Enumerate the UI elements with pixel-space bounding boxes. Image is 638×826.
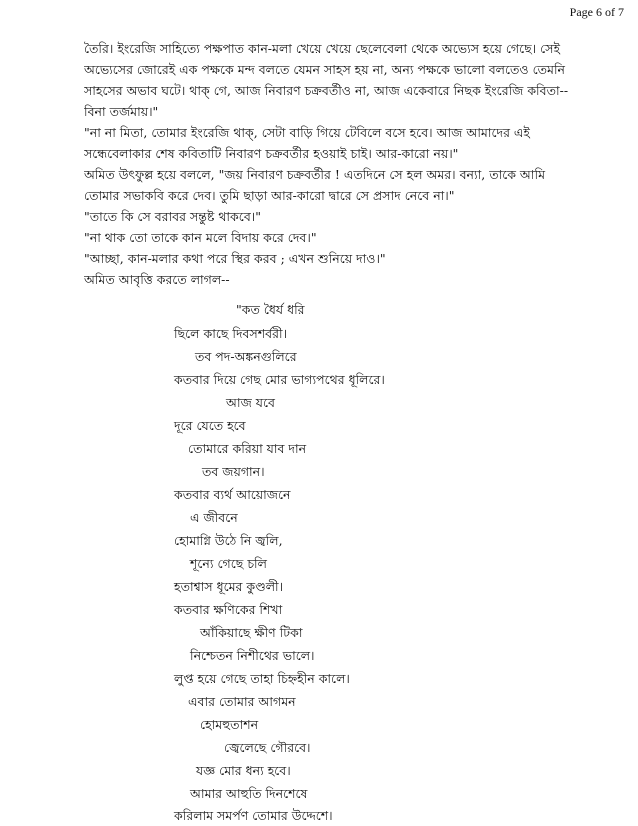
poem-line: তোমারে করিয়া যাব দান bbox=[188, 441, 307, 456]
prose-line: তৈরি। ইংরেজি সাহিত্যে পক্ষপাত কান-মলা খেয়ে খেয়ে ছেলেবেলা থেকে অভ্যেস হয়ে গেছে। সেই bbox=[84, 41, 560, 56]
poem-line: কতবার ক্ষণিকের শিখা bbox=[174, 602, 283, 617]
poem-line: কতবার দিয়ে গেছ মোর ভাগ্যপথের ধূলিরে। bbox=[174, 372, 385, 387]
poem-line: দূরে যেতে হবে bbox=[174, 418, 246, 433]
prose-line: অমিত আবৃত্তি করতে লাগল-- bbox=[84, 272, 230, 287]
page-number: Page 6 of 7 bbox=[569, 5, 624, 19]
prose-line: সন্ধেবেলাকার শেষ কবিতাটি নিবারণ চক্রবর্তীর হওয়াই চাই। আর-কারো নয়।" bbox=[84, 146, 459, 161]
prose-line: বিনা তর্জমায়।" bbox=[84, 104, 159, 119]
poem-line: জ্বেলেছে গৌরবে। bbox=[224, 740, 311, 755]
poem-line: লুপ্ত হয়ে গেছে তাহা চিহ্নহীন কালে। bbox=[174, 671, 350, 686]
prose-line: অমিত উৎফুল্ল হয়ে বললে, "জয় নিবারণ চক্রবর্তীর ! এতদিনে সে হল অমর। বন্যা, তাকে আমি bbox=[84, 167, 546, 182]
poem-line: নিশ্চেতন নিশীথের ভালে। bbox=[190, 648, 315, 663]
poem-line: হতাশ্বাস ধূমের কুণ্ডলী। bbox=[174, 579, 284, 594]
poem-line: আজ যবে bbox=[226, 395, 275, 410]
poem-line: এ জীবনে bbox=[190, 510, 238, 525]
poem-line: শূন্যে গেছে চলি bbox=[190, 556, 267, 571]
poem-line: তব পদ-অঙ্কনগুলিরে bbox=[195, 349, 297, 364]
prose-line: "তাতে কি সে বরাবর সন্তুষ্ট থাকবে।" bbox=[84, 209, 261, 224]
poem-line: ছিলে কাছে দিবসশর্বরী। bbox=[174, 326, 288, 341]
poem-line: হোমহুতাশন bbox=[200, 717, 259, 732]
poem-line: তব জয়গান। bbox=[202, 464, 265, 479]
poem-line: আঁকিয়াছে ক্ষীণ টিকা bbox=[200, 625, 303, 640]
poem-line: হোমাগ্নি উঠে নি জ্বলি, bbox=[174, 533, 283, 548]
prose-line: সাহসের অভাব ঘটে। থাক্‌ গে, আজ নিবারণ চক্রবর্তীও না, আজ একেবারে নিছক ইংরেজি কবিতা-- bbox=[84, 83, 569, 98]
prose-line: "আচ্ছা, কান-মলার কথা পরে স্থির করব ; এখন শুনিয়ে দাও।" bbox=[84, 251, 386, 266]
prose-line: অভ্যেসের জোরেই এক পক্ষকে মন্দ বলতে যেমন সাহস হয় না, অন্য পক্ষকে ভালো বলতেও তেমনি bbox=[84, 62, 565, 77]
poem-line: এবার তোমার আগমন bbox=[188, 694, 296, 709]
poem-line: করিলাম সমর্পণ তোমার উদ্দেশে। bbox=[174, 808, 333, 823]
poem-line: কতবার ব্যর্থ আয়োজনে bbox=[174, 487, 291, 502]
prose-line: "না থাক তো তাকে কান মলে বিদায় করে দেব।" bbox=[84, 230, 317, 245]
prose-line: তোমার সভাকবি করে দেব। তুমি ছাড়া আর-কারো দ্বারে সে প্রসাদ নেবে না।" bbox=[84, 188, 455, 203]
poem-line: আমার আহুতি দিনশেষে bbox=[190, 786, 308, 801]
poem-line: যজ্ঞ মোর ধন্য হবে। bbox=[196, 763, 291, 778]
poem-line: "কত ধৈর্য ধরি bbox=[236, 302, 305, 317]
prose-line: "না না মিতা, তোমার ইংরেজি থাক্‌, সেটা বাড়ি গিয়ে টেবিলে বসে হবে। আজ আমাদের এই bbox=[84, 125, 530, 140]
